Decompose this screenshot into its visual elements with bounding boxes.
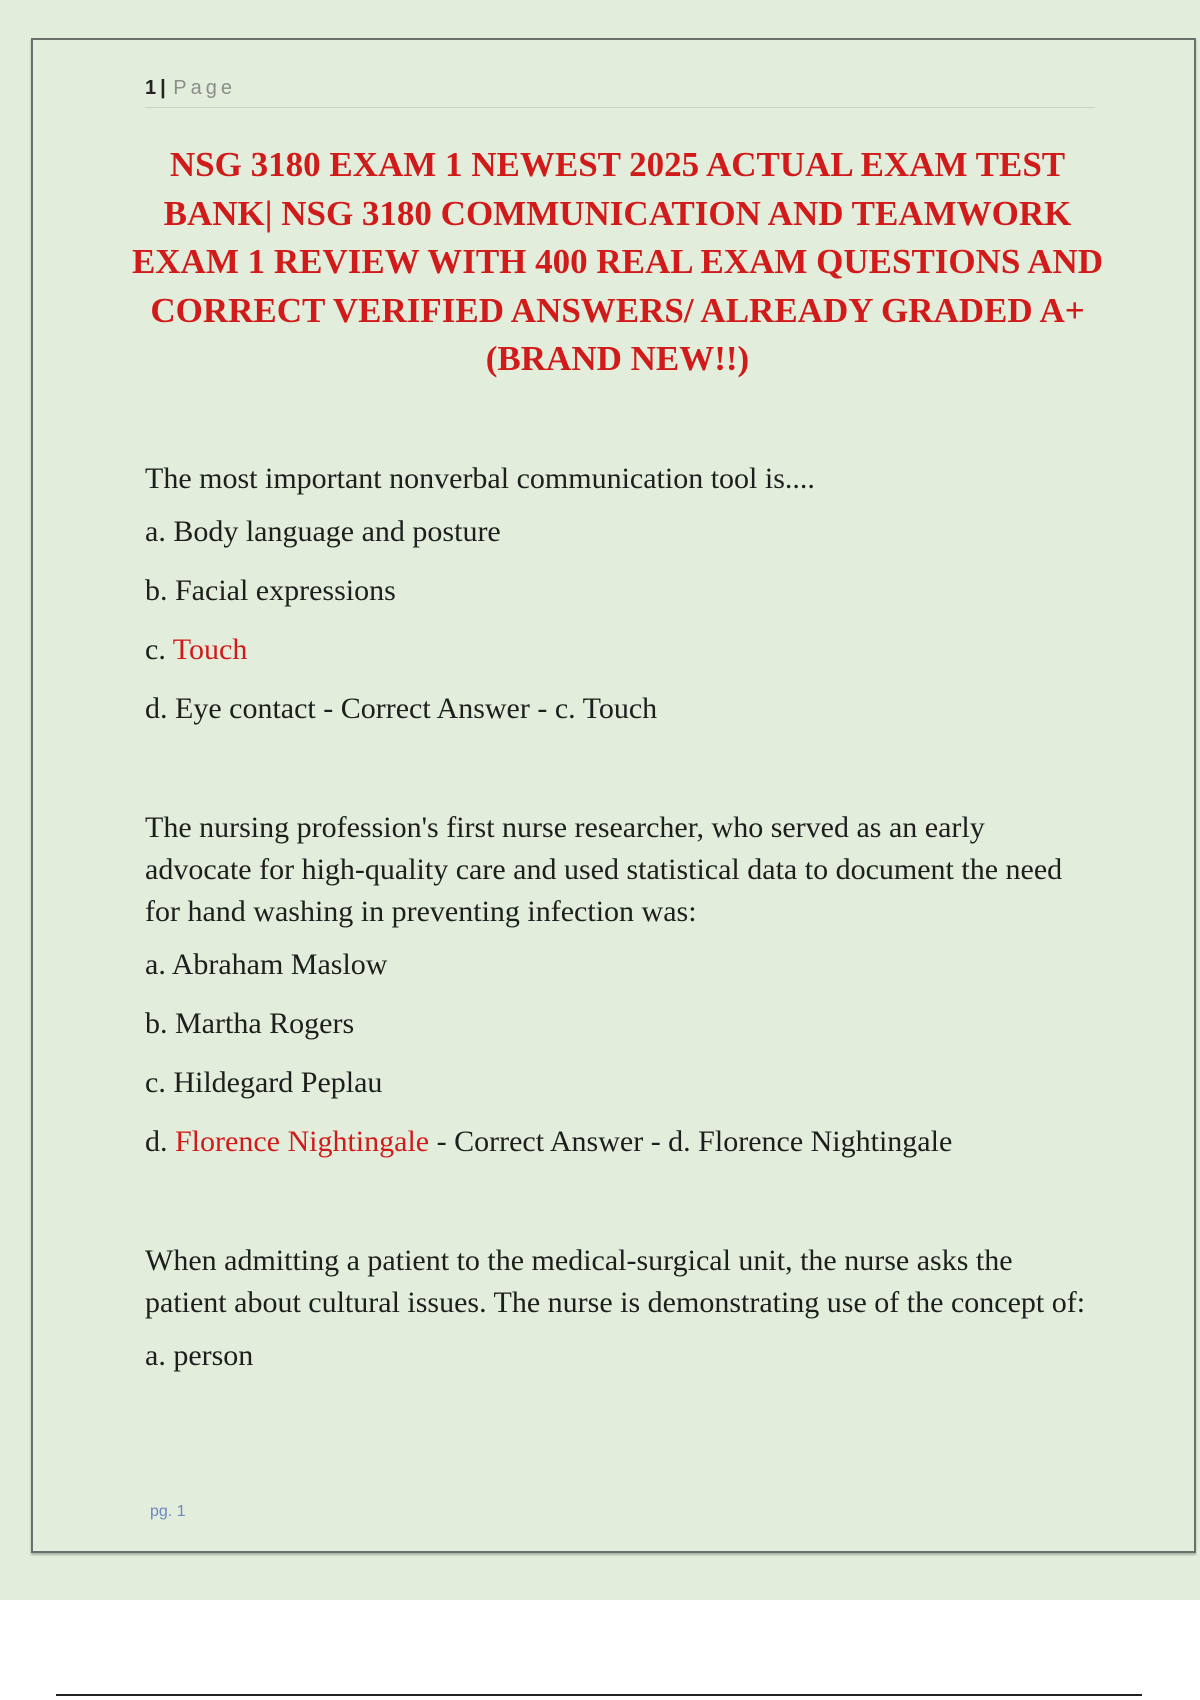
option-text: Eye contact [175, 692, 316, 725]
answer-option [145, 571, 1090, 611]
question-block-3 [145, 1240, 1090, 1376]
answer-option [145, 1004, 1090, 1044]
bottom-divider [56, 1694, 1142, 1696]
option-letter: d. [145, 692, 168, 725]
question-block-1 [145, 458, 1090, 729]
answer-option [145, 1122, 1090, 1162]
option-text: Body language and posture [173, 515, 501, 548]
question-prompt: The nursing profession's first nurse researcher, who served as an early advocate for high-quality care and used statistical data to document the need for hand washing in preventing infection was: [145, 811, 1063, 928]
answer-option [145, 1336, 1090, 1376]
option-letter: c. [145, 633, 166, 666]
document-title: NSG 3180 EXAM 1 NEWEST 2025 ACTUAL EXAM TEST BANK| NSG 3180 COMMUNICATION AND TEAMWORK EXAM 1 REVIEW WITH 400 REAL EXAM QUESTIONS AND CORRECT VERIFIED ANSWERS/ ALREADY GRADED A+ (BRAND NEW!!) [131, 145, 1104, 378]
option-letter: b. [145, 574, 168, 607]
answer-option [145, 945, 1090, 985]
answer-option [145, 512, 1090, 552]
correct-answer-note: - Correct Answer - d. Florence Nightingale [436, 1125, 953, 1158]
question-prompt: When admitting a patient to the medical-surgical unit, the nurse asks the patient about cultural issues. The nurse is demonstrating use of the concept of: [145, 1244, 1086, 1319]
page-header [145, 73, 1095, 108]
option-text: person [173, 1339, 254, 1372]
correct-answer-note: - Correct Answer - c. Touch [323, 692, 658, 725]
question-block-2 [145, 807, 1090, 1162]
answer-option [145, 1063, 1090, 1103]
option-text: Abraham Maslow [171, 948, 388, 981]
option-letter: b. [145, 1007, 168, 1040]
option-letter: a. [145, 1339, 166, 1372]
answer-option [145, 689, 1090, 729]
option-letter: a. [145, 948, 166, 981]
header-page-number: 1 [145, 77, 157, 99]
option-text-highlighted: Florence Nightingale [175, 1125, 430, 1158]
option-letter: a. [145, 515, 166, 548]
option-text-highlighted: Touch [172, 633, 248, 666]
document-body [145, 458, 1090, 1376]
header-separator: | [160, 77, 166, 99]
question-prompt: The most important nonverbal communication tool is.... [145, 462, 815, 495]
page-footer: pg. 1 [150, 1503, 186, 1520]
option-text: Martha Rogers [175, 1007, 355, 1040]
option-text: Hildegard Peplau [173, 1066, 383, 1099]
option-text: Facial expressions [175, 574, 396, 607]
option-letter: d. [145, 1125, 168, 1158]
option-letter: c. [145, 1066, 166, 1099]
answer-option [145, 630, 1090, 670]
header-page-label: Page [173, 77, 237, 99]
